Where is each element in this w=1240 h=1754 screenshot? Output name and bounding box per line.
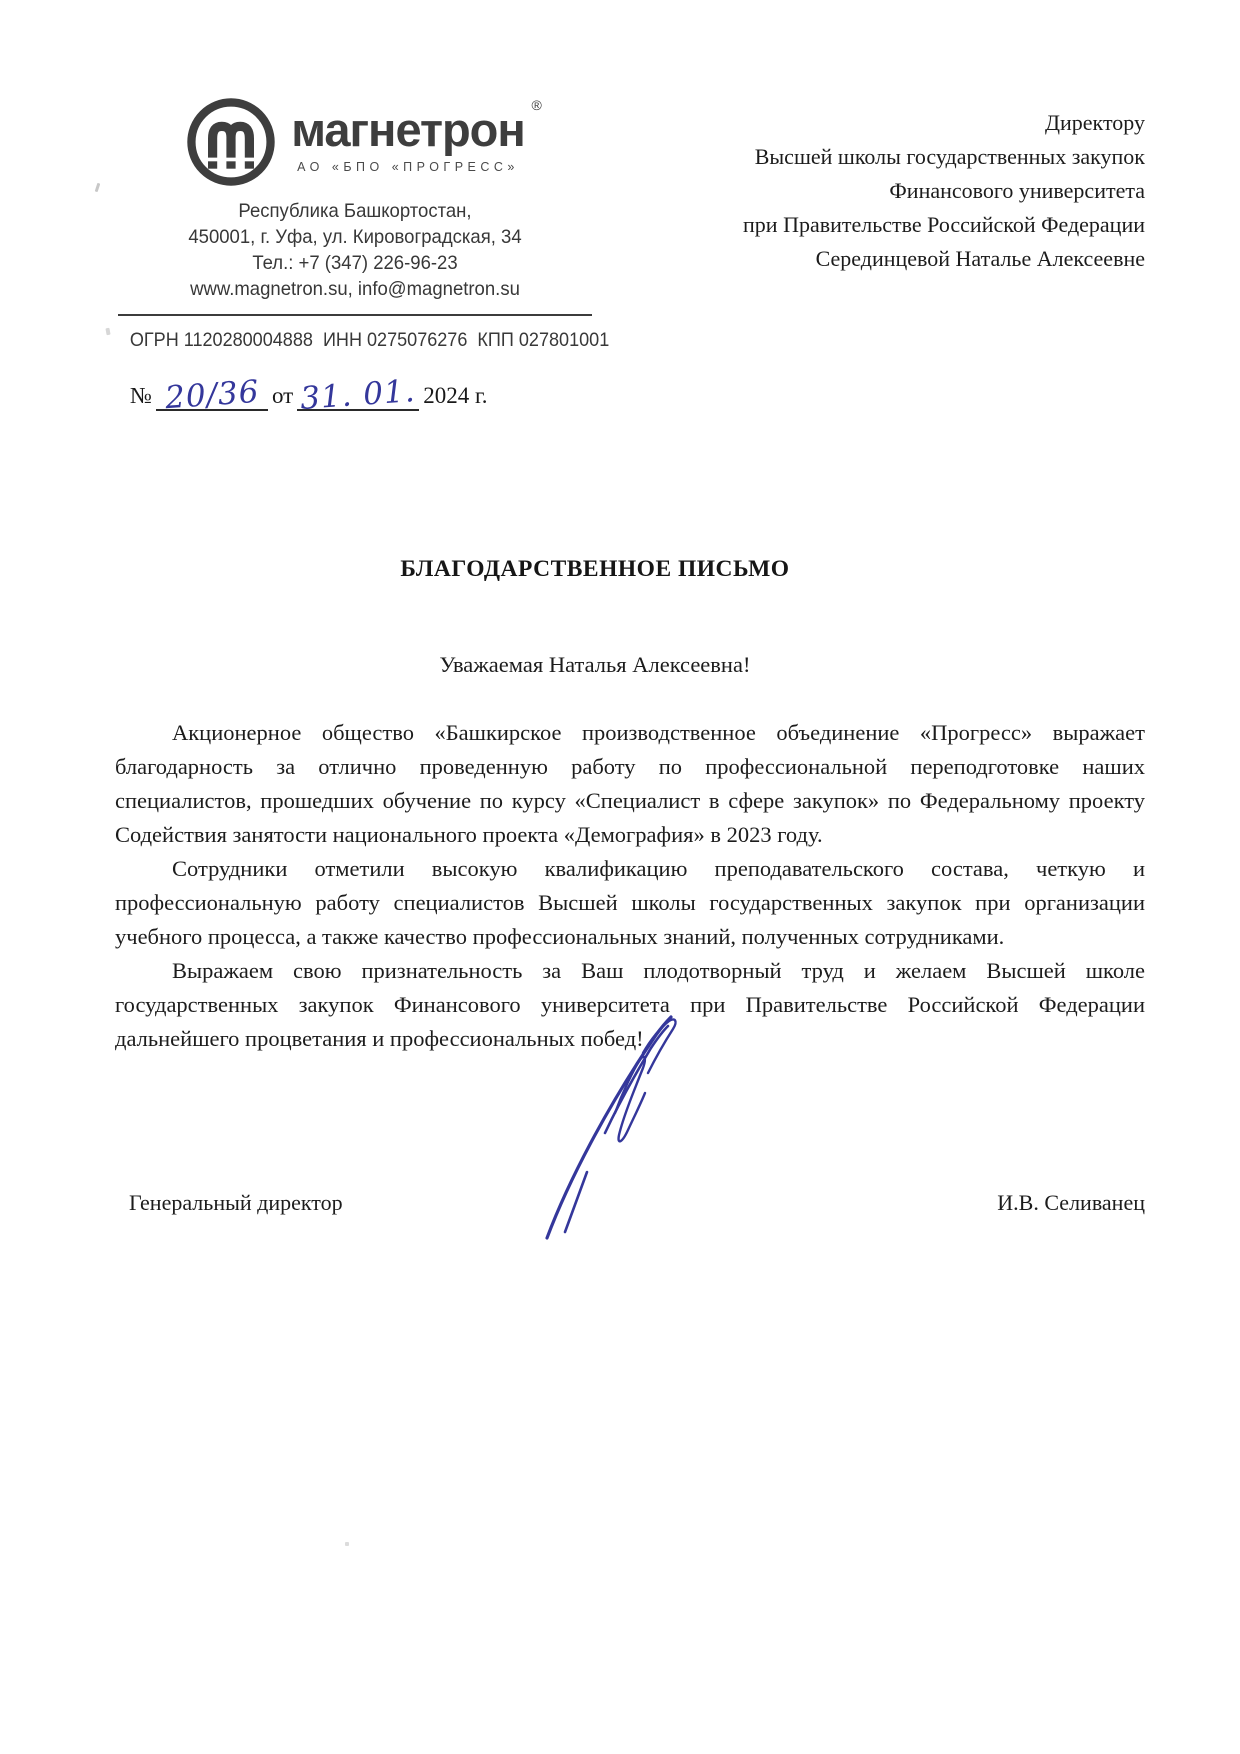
scan-artifact [105, 328, 110, 336]
company-address [130, 198, 580, 302]
letterhead-divider [118, 314, 592, 316]
logo-row [118, 96, 592, 188]
signer-position: Генеральный директор [129, 1190, 343, 1215]
recipient-line: Директору [1045, 110, 1145, 135]
address-line: www.magnetron.su, info@magnetron.su [190, 278, 520, 300]
year-label: 2024 г. [423, 383, 488, 408]
signer-name: И.В. Селиванец [997, 1190, 1145, 1215]
paragraph: Сотрудники отметили высокую квалификацию преподавательского состава, четкую и профессиональную работу специалистов Высшей школы государственных закупок при организации учебного процесса, а также качество профессиональных знаний, полученных сотрудниками. [115, 856, 1145, 949]
recipient-line: при Правительстве Российской Федерации [743, 212, 1145, 237]
recipient-line: Финансового университета [889, 178, 1145, 203]
salutation: Уважаемая Наталья Алексеевна! [439, 652, 751, 677]
address-line: 450001, г. Уфа, ул. Кировоградская, 34 [188, 226, 522, 248]
letterhead [118, 96, 610, 352]
recipient-line: Серединцевой Наталье Алексеевне [815, 246, 1145, 271]
brand-name: магнетрон [291, 103, 525, 156]
magnetron-logo-icon [185, 96, 277, 188]
paragraph: Акционерное общество «Башкирское производственное объединение «Прогресс» выражает благодарность за отлично проведенную работу по профессиональной переподготовке наших специалистов, прошедших обучение по курсу «Специалист в сфере закупок» по Федеральному проекту Содействия занятости национального проекта «Демография» в 2023 году. [115, 720, 1145, 847]
number-blank [156, 373, 268, 417]
handwritten-number: 20/36 [163, 373, 261, 417]
letter-title: БЛАГОДАРСТВЕННОЕ ПИСЬМО [400, 556, 790, 582]
wordmark-column [291, 96, 541, 174]
recipient-line: Высшей школы государственных закупок [754, 144, 1145, 169]
scan-artifact [345, 1542, 349, 1546]
registration-numbers: ОГРН 1120280004888 ИНН 0275076276 КПП 027801001 [129, 330, 610, 351]
handwritten-date: 31. 01. [299, 373, 418, 417]
scan-artifact [95, 183, 101, 192]
date-blank [297, 373, 419, 417]
address-line: Республика Башкортостан, [238, 200, 472, 222]
signature-row [115, 1190, 1145, 1216]
address-line: Тел.: +7 (347) 226-96-23 [252, 252, 458, 274]
recipient-block [743, 106, 1145, 276]
letter-body [115, 716, 1145, 1056]
paragraph: Выражаем свою признательность за Ваш плодотворный труд и желаем Высшей школе государственных закупок Финансового университета при Правительстве Российской Федерации дальнейшего процветания и профессиональных побед! [115, 958, 1145, 1051]
brand-wordmark [291, 97, 541, 156]
registered-trademark-icon: ® [531, 97, 541, 113]
org-name: АО «БПО «ПРОГРЕСС» [297, 160, 519, 174]
reference-line [130, 373, 488, 417]
number-sign: № [130, 383, 152, 408]
from-label: от [271, 383, 294, 408]
